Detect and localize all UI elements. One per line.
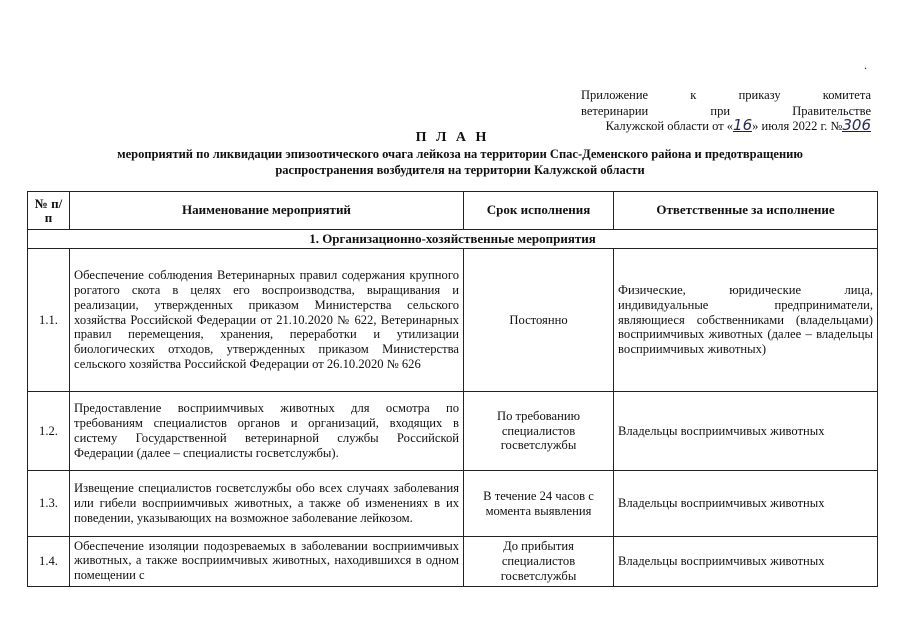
plan-title: П Л А Н — [415, 130, 490, 145]
row-responsible: Владельцы восприимчивых животных — [614, 392, 878, 471]
row-deadline: В течение 24 часов с момента выявления — [464, 471, 614, 537]
row-num: 1.3. — [28, 471, 70, 537]
header-responsible: Ответственные за исполнение — [614, 192, 878, 230]
appendix-line-1: Приложение к приказу комитета — [581, 88, 871, 102]
row-responsible: Владельцы восприимчивых животных — [614, 537, 878, 587]
handwritten-day: 16 — [733, 116, 753, 134]
row-num: 1.2. — [28, 392, 70, 471]
row-responsible: Владельцы восприимчивых животных — [614, 471, 878, 537]
appendix-date-prefix: Калужской области от « — [605, 119, 734, 133]
row-name: Извещение специалистов госветслужбы обо всех случаях заболевания или гибели восприимчивых животных, а также об изменениях в их поведении, указывающих на возможное заболевание лейкозом. — [70, 471, 464, 537]
header-deadline: Срок исполнения — [464, 192, 614, 230]
appendix-line-2: ветеринарии при Правительстве — [581, 103, 871, 118]
table-row — [28, 471, 878, 537]
header-num: № п/п — [28, 192, 70, 230]
row-num: 1.4. — [28, 537, 70, 587]
row-name: Обеспечение изоляции подозреваемых в заболевании восприимчивых животных, а также восприимчивых животных, находившихся в одном помещении с — [74, 538, 459, 583]
handwritten-order-number: 306 — [842, 116, 871, 134]
row-name: Обеспечение соблюдения Ветеринарных правил содержания крупного рогатого скота в целях его воспроизводства, выращивания и реализации, утвержденных приказом Министерства сельского хозяйства Российской Федерации от 21.10.2020 № 622, Ветеринарных правил перемещения, хранения, переработки и утилизации биологических отходов, утвержденных приказом Министерства сельского хозяйства Российской Федерации от 26.10.2020 № 626 — [70, 249, 464, 392]
row-name: Предоставление восприимчивых животных для осмотра по требованиям специалистов органов и организаций, входящих в систему Государственной ветеринарной службы Российской Федерации (далее – специалисты госветслужбы). — [70, 392, 464, 471]
table-row — [28, 249, 878, 392]
row-name-cell — [70, 537, 464, 587]
header-name: Наименование мероприятий — [70, 192, 464, 230]
row-deadline: До прибытия специалистов госветслужбы — [464, 537, 614, 587]
table-header-row — [28, 192, 878, 230]
appendix-block — [581, 88, 871, 135]
table-row — [28, 537, 878, 587]
section-row — [28, 230, 878, 249]
plan-table — [27, 191, 878, 587]
appendix-date-mid: » июля 2022 г. № — [752, 119, 843, 133]
row-num: 1.1. — [28, 249, 70, 392]
table-row — [28, 392, 878, 471]
row-responsible: Физические, юридические лица, индивидуальные предприниматели, являющиеся собственниками (владельцами) восприимчивых животных (далее – владельцы восприимчивых животных) — [614, 249, 878, 392]
row-deadline: Постоянно — [464, 249, 614, 392]
row-deadline: По требованию специалистов госветслужбы — [464, 392, 614, 471]
plan-subtitle: мероприятий по ликвидации эпизоотического очага лейкоза на территории Спас-Деменского района и предотвращению распространения возбудителя на территории Калужской области — [117, 147, 803, 177]
section-title: 1. Организационно-хозяйственные мероприятия — [28, 230, 878, 249]
stray-dot: . — [864, 58, 867, 72]
